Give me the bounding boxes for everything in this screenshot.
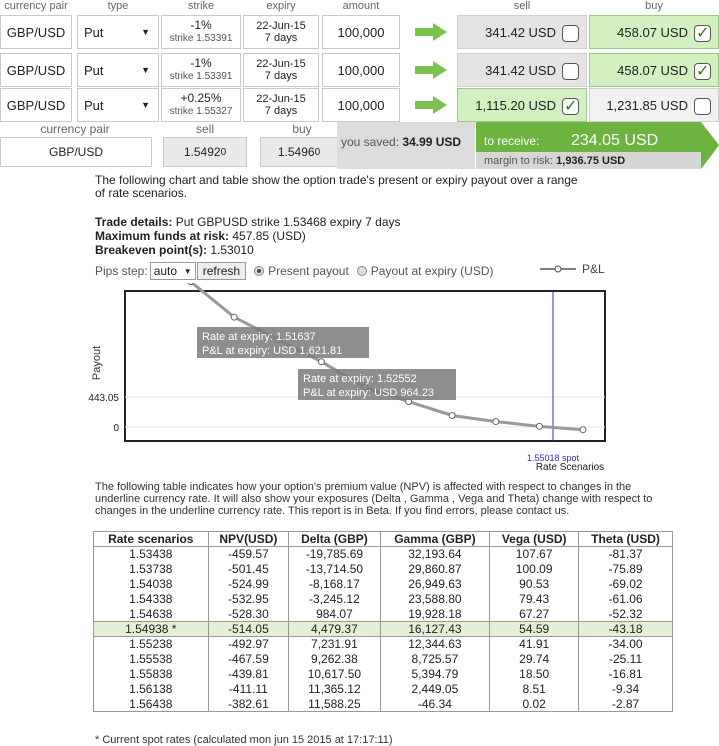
- option-row: [0, 88, 719, 124]
- data-point: [188, 283, 194, 285]
- data-point: [536, 423, 542, 429]
- rate-buy-value[interactable]: [260, 137, 338, 167]
- rate-buy-label: buy: [292, 122, 312, 136]
- description-line: underline currency rate. It will also show your exposures (Delta , Gamma , Vega and Theta) change with respect to: [95, 493, 653, 505]
- table-cell: 10,617.50: [289, 667, 380, 682]
- expiry-payout-radio[interactable]: [357, 266, 367, 276]
- table-cell: 4,479.37: [289, 622, 380, 637]
- tooltip-line: P&L at expiry: USD 1,621.81: [202, 345, 343, 357]
- data-point: [231, 314, 237, 320]
- strike-sub: strike 1.53391: [169, 33, 233, 44]
- table-cell: 41.91: [490, 637, 579, 652]
- table-row: [94, 697, 673, 712]
- margin-label: margin to risk:: [484, 155, 554, 167]
- buy-price-button[interactable]: [589, 15, 719, 49]
- table-cell: -43.18: [579, 622, 673, 637]
- margin-value: 1,936.75 USD: [556, 155, 626, 167]
- y-axis-label: Payout: [91, 345, 103, 381]
- buy-price: 1,231.85 USD: [606, 97, 688, 113]
- chart-legend: [540, 262, 605, 276]
- table-cell: 18.50: [490, 667, 579, 682]
- table-row: [94, 562, 673, 577]
- table-row: [94, 577, 673, 592]
- table-cell: -13,714.50: [289, 562, 380, 577]
- tooltip: [298, 369, 456, 400]
- table-cell: -16.81: [579, 667, 673, 682]
- table-cell: 26,949.63: [380, 577, 490, 592]
- table-cell: 1.53738: [94, 562, 209, 577]
- pair-field[interactable]: GBP/USD: [0, 88, 72, 122]
- trade-value: Put GBPUSD strike 1.53468 expiry 7 days: [175, 215, 401, 229]
- rate-sell-main: 1.5492: [183, 145, 221, 159]
- strike-value: -1%: [190, 18, 212, 32]
- table-cell: -2.87: [579, 697, 673, 712]
- arrow-right-icon: [415, 96, 447, 114]
- table-cell: -3,245.12: [289, 592, 380, 607]
- table-cell: -411.11: [208, 682, 289, 697]
- expiry-sub: 7 days: [264, 70, 298, 82]
- saved-value: 34.99 USD: [402, 135, 462, 149]
- y-tick: 0: [113, 423, 119, 434]
- table-row: [94, 607, 673, 622]
- table-cell: 107.67: [490, 547, 579, 562]
- breakeven-label: Breakeven point(s):: [95, 243, 208, 257]
- table-cell: -81.37: [579, 547, 673, 562]
- tooltip-line: Rate at expiry: 1.51637: [202, 331, 316, 343]
- scenario-table: [93, 531, 673, 712]
- rate-buy-main: 1.5496: [277, 145, 315, 159]
- table-cell: 79.43: [490, 592, 579, 607]
- breakeven: [95, 244, 254, 257]
- expiry-sub: 7 days: [264, 32, 298, 44]
- sell-checkbox[interactable]: [562, 98, 579, 115]
- table-cell: 23,588.80: [380, 592, 490, 607]
- strike-field[interactable]: [161, 88, 241, 122]
- table-row: [94, 652, 673, 667]
- sell-checkbox[interactable]: [562, 25, 579, 42]
- rate-sell-value[interactable]: [163, 137, 247, 167]
- data-point: [318, 359, 324, 365]
- header-strike: strike: [187, 0, 215, 12]
- caret-down-icon: ▼: [141, 100, 150, 110]
- table-cell: -69.02: [579, 577, 673, 592]
- table-cell: 11,588.25: [289, 697, 380, 712]
- column-header: Rate scenarios: [94, 532, 209, 547]
- table-description: [95, 481, 685, 517]
- table-cell: 0.02: [490, 697, 579, 712]
- header-type: type: [107, 0, 129, 12]
- table-cell: 5,394.79: [380, 667, 490, 682]
- table-row: [94, 667, 673, 682]
- sell-price-button[interactable]: [457, 88, 587, 122]
- table-row: [94, 682, 673, 697]
- table-row: [94, 547, 673, 562]
- rate-sell-label: sell: [195, 122, 214, 136]
- present-payout-radio[interactable]: [254, 266, 264, 276]
- rate-buy-pip: 0: [314, 146, 321, 158]
- expiry-value: 22-Jun-15: [256, 93, 306, 105]
- expiry-field[interactable]: [243, 88, 319, 122]
- tooltip: [197, 327, 369, 358]
- expiry-field[interactable]: [243, 53, 319, 87]
- trade-label: Trade details:: [95, 215, 173, 229]
- table-cell: -34.00: [579, 637, 673, 652]
- spot-label: 1.55018 spot: [526, 453, 580, 463]
- buy-checkbox[interactable]: [694, 63, 711, 80]
- sell-price: 341.42 USD: [485, 24, 556, 40]
- tooltip-line: Rate at expiry: 1.52552: [303, 373, 417, 385]
- table-cell: 1.53438: [94, 547, 209, 562]
- table-cell: 1.54938 *: [94, 622, 209, 637]
- intro-line: The following chart and table show the option trade's present or expiry payout over a range: [95, 173, 578, 187]
- column-header: Vega (USD): [490, 532, 579, 547]
- table-cell: 1.55838: [94, 667, 209, 682]
- type-select[interactable]: [77, 53, 159, 87]
- receive-label: to receive:: [484, 134, 540, 148]
- column-header: Gamma (GBP): [380, 532, 490, 547]
- table-cell: -9.34: [579, 682, 673, 697]
- table-cell: 19,928.18: [380, 607, 490, 622]
- funds-label: Maximum funds at risk:: [95, 229, 230, 243]
- rate-pair: GBP/USD: [0, 137, 152, 167]
- sell-price-button[interactable]: [457, 15, 587, 49]
- table-cell: 7,231.91: [289, 637, 380, 652]
- table-cell: -25.11: [579, 652, 673, 667]
- trade-details: [95, 216, 401, 229]
- strike-sub: strike 1.53391: [169, 71, 233, 82]
- table-cell: -46.34: [380, 697, 490, 712]
- intro-line: of rate scenarios.: [95, 186, 188, 200]
- table-row: [94, 637, 673, 652]
- refresh-button[interactable]: refresh: [197, 262, 246, 280]
- strike-sub: strike 1.55327: [169, 106, 233, 117]
- tooltip-line: P&L at expiry: USD 964.23: [303, 387, 435, 399]
- caret-down-icon: ▼: [183, 266, 192, 276]
- buy-checkbox[interactable]: [694, 98, 711, 115]
- buy-price: 458.07 USD: [617, 62, 688, 78]
- option-row: [0, 53, 719, 89]
- type-select[interactable]: [77, 88, 159, 122]
- plot-area: [125, 291, 605, 441]
- expiry-field[interactable]: [243, 15, 319, 49]
- type-value: Put: [84, 62, 104, 78]
- arrow-right-icon: [415, 61, 447, 79]
- expiry-payout-label: Payout at expiry (USD): [370, 264, 494, 278]
- legend-label: P&L: [582, 262, 605, 276]
- margin-to-risk: [484, 155, 625, 167]
- table-cell: 12,344.63: [380, 637, 490, 652]
- receive-value: 234.05 USD: [571, 132, 659, 149]
- table-header-row: [94, 532, 673, 547]
- data-point: [493, 419, 499, 425]
- type-value: Put: [84, 97, 104, 113]
- sell-price: 341.42 USD: [485, 62, 556, 78]
- type-select[interactable]: [77, 15, 159, 49]
- table-cell: 54.59: [490, 622, 579, 637]
- saved-panel: [337, 122, 475, 169]
- table-cell: -19,785.69: [289, 547, 380, 562]
- pips-label: Pips step:: [95, 264, 148, 278]
- payout-chart: [85, 283, 625, 473]
- table-cell: 8.51: [490, 682, 579, 697]
- buy-checkbox[interactable]: [694, 25, 711, 42]
- header-sell: sell: [513, 0, 531, 12]
- table-cell: 1.55238: [94, 637, 209, 652]
- rate-sell-pip: 0: [220, 146, 227, 158]
- table-cell: -501.45: [208, 562, 289, 577]
- amount-input[interactable]: 100,000: [322, 88, 400, 122]
- footnote: * Current spot rates (calculated mon jun 15 2015 at 17:17:11): [95, 734, 393, 746]
- table-cell: 9,262.38: [289, 652, 380, 667]
- description-line: changes in the underline currency rate. This report is in Beta. If you find errors, please contact us.: [95, 505, 570, 517]
- data-point: [580, 427, 586, 433]
- table-cell: -439.81: [208, 667, 289, 682]
- data-point: [449, 412, 455, 418]
- buy-price-button[interactable]: [589, 88, 719, 122]
- table-cell: -524.99: [208, 577, 289, 592]
- description-line: The following table indicates how your option's premium value (NPV) is affected with respect to changes in the: [95, 481, 632, 493]
- table-cell: -8,168.17: [289, 577, 380, 592]
- table-cell: 29,860.87: [380, 562, 490, 577]
- table-cell: 1.56438: [94, 697, 209, 712]
- funds-at-risk: [95, 230, 306, 243]
- table-cell: -459.57: [208, 547, 289, 562]
- table-cell: 984.07: [289, 607, 380, 622]
- table-row: [94, 622, 673, 637]
- present-payout-label: Present payout: [268, 264, 349, 278]
- expiry-value: 22-Jun-15: [256, 58, 306, 70]
- table-cell: -75.89: [579, 562, 673, 577]
- header-expiry: expiry: [266, 0, 296, 12]
- table-cell: 1.56138: [94, 682, 209, 697]
- caret-down-icon: ▼: [141, 27, 150, 37]
- table-row: [94, 592, 673, 607]
- x-axis-label: Rate Scenarios: [535, 462, 605, 473]
- table-cell: 32,193.64: [380, 547, 490, 562]
- funds-value: 457.85 (USD): [232, 229, 306, 243]
- rate-pair-label: currency pair: [40, 122, 110, 136]
- breakeven-value: 1.53010: [210, 243, 254, 257]
- header-amount: amount: [342, 0, 380, 12]
- table-cell: 1.54038: [94, 577, 209, 592]
- strike-field[interactable]: [161, 15, 241, 49]
- strike-field[interactable]: [161, 53, 241, 87]
- expiry-value: 22-Jun-15: [256, 20, 306, 32]
- header-buy: buy: [645, 0, 663, 12]
- saved-label: you saved:: [341, 135, 400, 149]
- table-cell: -492.97: [208, 637, 289, 652]
- legend-line-icon: [540, 264, 576, 274]
- pair-field[interactable]: GBP/USD: [0, 15, 72, 49]
- table-cell: -382.61: [208, 697, 289, 712]
- arrow-right-icon: [415, 23, 447, 41]
- column-header: Theta (USD): [579, 532, 673, 547]
- sell-price: 1,115.20 USD: [475, 97, 556, 113]
- type-value: Put: [84, 24, 104, 40]
- table-cell: -61.06: [579, 592, 673, 607]
- table-cell: 2,449.05: [380, 682, 490, 697]
- table-cell: -467.59: [208, 652, 289, 667]
- pair-field[interactable]: GBP/USD: [0, 53, 72, 87]
- table-cell: 16,127.43: [380, 622, 490, 637]
- sell-price-button[interactable]: [457, 53, 587, 87]
- amount-input[interactable]: 100,000: [322, 53, 400, 87]
- table-cell: 8,725.57: [380, 652, 490, 667]
- chart-controls: [95, 262, 494, 280]
- buy-price: 458.07 USD: [617, 24, 688, 40]
- caret-down-icon: ▼: [141, 65, 150, 75]
- table-cell: -528.30: [208, 607, 289, 622]
- option-row: [0, 15, 719, 51]
- sell-checkbox[interactable]: [562, 63, 579, 80]
- expiry-sub: 7 days: [264, 105, 298, 117]
- table-cell: -52.32: [579, 607, 673, 622]
- pips-value: auto: [153, 264, 178, 278]
- table-cell: -532.95: [208, 592, 289, 607]
- table-cell: 1.55538: [94, 652, 209, 667]
- table-cell: 1.54638: [94, 607, 209, 622]
- table-cell: 67.27: [490, 607, 579, 622]
- table-cell: -514.05: [208, 622, 289, 637]
- buy-price-button[interactable]: [589, 53, 719, 87]
- table-cell: 1.54338: [94, 592, 209, 607]
- column-header: Delta (GBP): [289, 532, 380, 547]
- table-cell: 29.74: [490, 652, 579, 667]
- table-cell: 100.09: [490, 562, 579, 577]
- y-tick: 443.05: [88, 393, 119, 404]
- strike-value: +0.25%: [180, 91, 222, 105]
- table-cell: 11,365.12: [289, 682, 380, 697]
- table-cell: 90.53: [490, 577, 579, 592]
- amount-input[interactable]: 100,000: [322, 15, 400, 49]
- column-header: NPV(USD): [208, 532, 289, 547]
- header-currency-pair: currency pair: [4, 0, 68, 12]
- pips-select[interactable]: [150, 262, 196, 280]
- strike-value: -1%: [190, 56, 212, 70]
